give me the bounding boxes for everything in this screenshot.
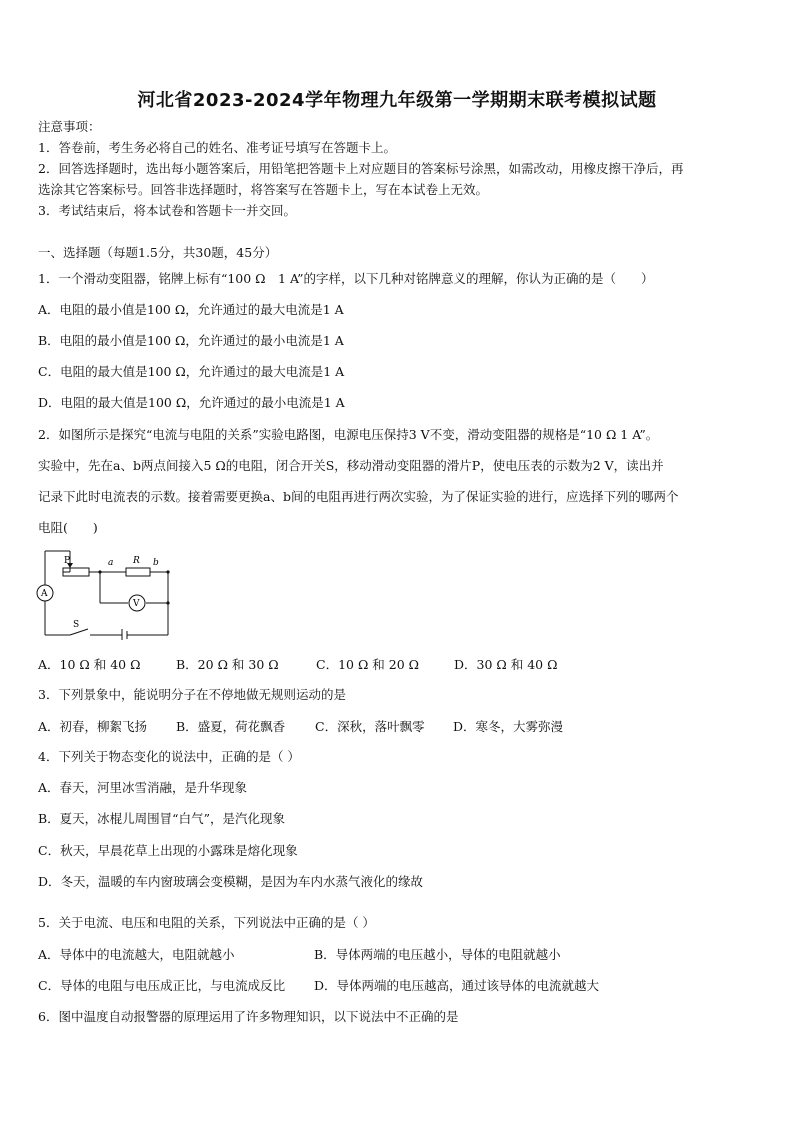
q2-option-a: A．10 Ω 和 40 Ω [38,657,141,672]
q5-options-row-1 [38,945,561,963]
q4-option-a: A．春天，河里冰雪消融，是升华现象 [38,780,248,795]
label-ammeter: A [41,589,48,599]
notice-item-1: 1．答卷前，考生务必将自己的姓名、准考证号填写在答题卡上。 [38,140,396,155]
q3-option-d: D．寒冬，大雾弥漫 [453,719,564,734]
q3-options [38,717,563,735]
label-point-b: b [153,558,159,568]
q3-option-c: C．深秋，落叶飘零 [315,719,425,734]
label-voltmeter: V [133,599,140,609]
q5-option-d: D．导体两端的电压越高，通过该导体的电流就越大 [314,978,600,993]
notice-item-2: 2．回答选择题时，选出每小题答案后，用铅笔把答题卡上对应题目的答案标号涂黑，如需改动，用橡皮擦干净后，再 [38,161,684,176]
q4-option-c: C．秋天，早晨花草上出现的小露珠是熔化现象 [38,843,298,858]
q2-stem-line-1: 2．如图所示是探究“电流与电阻的关系”实验电路图，电源电压保持3 V不变，滑动变阻器的规格是“10 Ω 1 A”。 [38,427,659,442]
notice-item-3: 3．考试结束后，将本试卷和答题卡一并交回。 [38,203,296,218]
q3-stem: 3．下列景象中，能说明分子在不停地做无规则运动的是 [38,687,346,702]
q2-stem-line-3: 记录下此时电流表的示数。接着需要更换a、b间的电阻再进行两次实验，为了保证实验的进行，应选择下列的哪两个 [38,489,679,504]
notice-heading: 注意事项： [38,119,101,134]
q5-option-b: B．导体两端的电压越小，导体的电阻就越小 [314,947,561,962]
notice-item-2-cont: 选涂其它答案标号。回答非选择题时，将答案写在答题卡上，写在本试卷上无效。 [38,182,489,197]
q6-stem: 6．图中温度自动报警器的原理运用了许多物理知识，以下说法中不正确的是 [38,1009,459,1024]
q2-circuit-diagram [30,545,180,640]
exam-title: 河北省2023-2024学年物理九年级第一学期期末联考模拟试题 [137,90,657,111]
q4-option-d: D．冬天，温暖的车内窗玻璃会变模糊，是因为车内水蒸气液化的缘故 [38,874,424,889]
q2-option-c: C．10 Ω 和 20 Ω [316,657,419,672]
q5-option-c: C．导体的电阻与电压成正比，与电流成反比 [38,978,286,993]
q2-stem-line-2: 实验中，先在a、b两点间接入5 Ω的电阻，闭合开关S，移动滑动变阻器的滑片P，使电压表的示数为2 V，读出并 [38,458,664,473]
q1-stem: 1．一个滑动变阻器，铭牌上标有“100 Ω 1 A”的字样，以下几种对铭牌意义的理解，你认为正确的是（ ） [38,271,654,286]
q1-option-b: B．电阻的最小值是100 Ω，允许通过的最小电流是1 A [38,333,344,348]
label-slider-p: P [64,556,71,566]
label-resistor-r: R [133,556,140,566]
q1-option-a: A．电阻的最小值是100 Ω，允许通过的最大电流是1 A [38,302,344,317]
q2-option-b: B．20 Ω 和 30 Ω [176,657,279,672]
q5-options-row-2 [38,976,599,994]
q2-option-d: D．30 Ω 和 40 Ω [454,657,558,672]
q1-option-d: D．电阻的最大值是100 Ω，允许通过的最小电流是1 A [38,395,345,410]
label-point-a: a [108,558,114,568]
label-switch: S [73,620,80,630]
section-heading: 一、选择题（每题1.5分，共30题，45分） [38,245,278,260]
q1-option-c: C．电阻的最大值是100 Ω，允许通过的最大电流是1 A [38,364,345,379]
q5-stem: 5．关于电流、电压和电阻的关系，下列说法中正确的是（ ） [38,915,375,930]
q5-option-a: A．导体中的电流越大，电阻就越小 [38,947,235,962]
q3-option-a: A．初春，柳絮飞扬 [38,719,148,734]
q2-options [38,655,557,673]
q4-option-b: B．夏天，冰棍儿周围冒“白气”，是汽化现象 [38,811,285,826]
q2-stem-line-4: 电阻( ) [38,520,98,535]
q4-stem: 4．下列关于物态变化的说法中，正确的是（ ） [38,749,300,764]
q3-option-b: B．盛夏，荷花飘香 [176,719,286,734]
